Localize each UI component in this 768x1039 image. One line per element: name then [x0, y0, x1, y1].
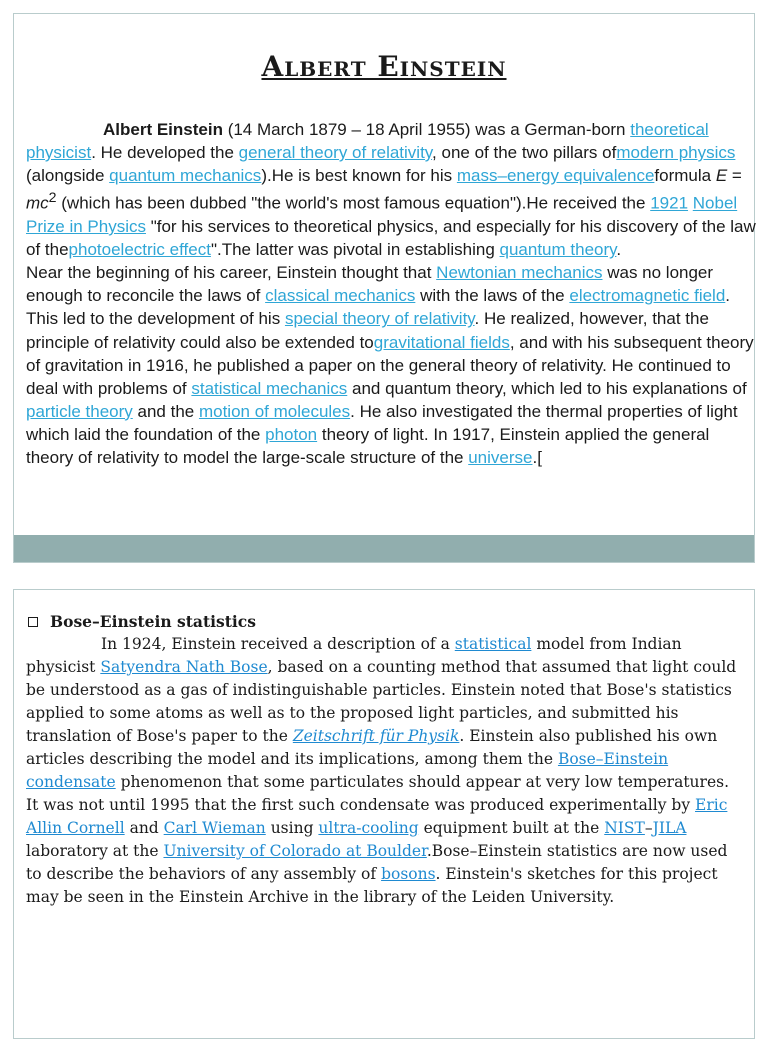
link-quantum-mechanics[interactable]: quantum mechanics	[109, 166, 262, 186]
text-run: was no longer enough to reconcile the laws of	[26, 263, 714, 306]
text-run: –	[644, 819, 653, 837]
bose-einstein-text	[26, 610, 738, 909]
link-zeitschrift-fur-physik[interactable]: Zeitschrift für Physik	[292, 727, 460, 745]
link-gravitational-fields[interactable]: gravitational fields	[373, 332, 510, 352]
slide-footer-band	[14, 535, 754, 562]
subject-name: Albert Einstein	[103, 120, 223, 139]
text-run: ".The latter was pivotal in establishing	[210, 240, 500, 260]
link-ultra-cooling[interactable]: ultra-cooling	[318, 819, 419, 837]
link-modern-physics[interactable]: modern physics	[616, 143, 736, 163]
link-eric-allin-cornell[interactable]: Eric Allin Cornell	[26, 796, 728, 837]
link-statistical-mechanics[interactable]: statistical mechanics	[191, 378, 348, 398]
link-classical-mechanics[interactable]: classical mechanics	[265, 286, 416, 306]
text-run: , and with his subsequent theory of gravitation in 1916, he published a paper on the general theory of relativity. He continued to deal with problems of	[26, 332, 754, 398]
slide-albert-einstein	[13, 13, 755, 563]
link-university-of-colorado[interactable]: University of Colorado at Boulder	[163, 842, 427, 860]
text-run: . He developed the	[91, 143, 239, 163]
section-heading-text: Bose–Einstein statistics	[50, 612, 256, 631]
paragraph-bose-einstein	[26, 633, 738, 909]
link-bosons[interactable]: bosons	[381, 865, 436, 883]
text-run: and quantum theory, which led to his explanations of	[347, 378, 747, 398]
text-run: using	[265, 819, 319, 837]
link-nobel-prize[interactable]: Nobel Prize in Physics	[26, 193, 738, 237]
link-theoretical-physicist[interactable]: theoretical physicist	[26, 120, 709, 163]
text-run: and	[124, 819, 164, 837]
link-bose-einstein-condensate[interactable]: Bose–Einstein condensate	[26, 750, 669, 791]
link-carl-wieman[interactable]: Carl Wieman	[163, 819, 266, 837]
link-universe[interactable]: universe	[468, 447, 533, 467]
text-run: , one of the two pillars of	[432, 143, 617, 163]
paragraph-career	[26, 261, 756, 469]
text-run: and the	[132, 401, 199, 421]
text-run: "for his services to theoretical physics, and especially for his discovery of the law of the	[26, 217, 756, 260]
text-run: Near the beginning of his career, Einstein thought that	[26, 263, 437, 283]
text-run: In 1924, Einstein received a description of a	[101, 635, 455, 653]
text-run: .Bose–Einstein statistics are now used to describe the behaviors of any assembly of	[26, 842, 728, 883]
text-run: equipment built at the	[418, 819, 605, 837]
formula-e: E	[715, 166, 728, 186]
link-electromagnetic-field[interactable]: electromagnetic field	[569, 286, 726, 306]
link-photon[interactable]: photon	[265, 424, 318, 444]
text-run: . Einstein's sketches for this project may be seen in the Einstein Archive in the library of the Leiden University.	[26, 865, 718, 906]
text-run: .[	[532, 447, 542, 467]
formula-exponent: 2	[48, 190, 57, 207]
section-heading	[26, 610, 738, 633]
biography-text	[26, 118, 756, 469]
link-jila[interactable]: JILA	[652, 819, 687, 837]
formula-mc: mc	[26, 193, 49, 213]
slide-title: Albert Einstein	[261, 50, 507, 83]
link-special-relativity[interactable]: special theory of relativity	[284, 309, 475, 329]
checkbox-bullet-icon	[28, 617, 38, 627]
text-run: model from Indian physicist	[26, 635, 682, 676]
text-run: . He realized, however, that the principle of relativity could also be extended to	[26, 309, 709, 352]
link-quantum-theory[interactable]: quantum theory	[499, 240, 617, 260]
text-run: . Einstein also published his own articles describing the model and its implications, among them the	[26, 727, 718, 768]
link-1921[interactable]: 1921	[650, 193, 689, 213]
text-run: theory of light. In 1917, Einstein applied the general theory of relativity to model the large-scale structure of the	[26, 424, 710, 467]
slide-bose-einstein	[13, 589, 755, 1039]
link-statistical[interactable]: statistical	[454, 635, 532, 653]
text-run: . This led to the development of his	[26, 286, 731, 329]
paragraph-intro	[26, 118, 756, 261]
link-nist[interactable]: NIST	[604, 819, 645, 837]
link-mass-energy-equivalence[interactable]: mass–energy equivalence	[456, 166, 655, 186]
text-run: (alongside	[26, 166, 110, 186]
link-particle-theory[interactable]: particle theory	[26, 401, 133, 421]
text-run: , based on a counting method that assumed that light could be understood as a gas of indistinguishable particles. Einstein noted that Bose's statistics applied to some atoms as well as to the proposed light particles, and submitted his translation of Bose's paper to the	[26, 658, 737, 745]
link-motion-of-molecules[interactable]: motion of molecules	[198, 401, 351, 421]
link-newtonian-mechanics[interactable]: Newtonian mechanics	[436, 263, 603, 283]
text-run: (14 March 1879 – 18 April 1955) was a German-born	[222, 120, 631, 139]
formula-equals: =	[727, 166, 742, 186]
text-run: with the laws of the	[415, 286, 570, 306]
text-run: (which has been dubbed "the world's most famous equation").He received the	[56, 193, 651, 213]
text-run: laboratory at the	[26, 842, 164, 860]
link-satyendra-nath-bose[interactable]: Satyendra Nath Bose	[100, 658, 268, 676]
text-run: . He also investigated the thermal properties of light which laid the foundation of the	[26, 401, 738, 444]
link-photoelectric-effect[interactable]: photoelectric effect	[68, 240, 211, 260]
text-run: phenomenon that some particulates should appear at very low temperatures. It was not until 1995 that the first such condensate was produced experimentally by	[26, 773, 729, 814]
text-run: ).He is best known for his	[261, 166, 457, 186]
text-run: .	[616, 240, 622, 260]
link-general-relativity[interactable]: general theory of relativity	[238, 143, 433, 163]
text-run: formula	[654, 166, 716, 186]
